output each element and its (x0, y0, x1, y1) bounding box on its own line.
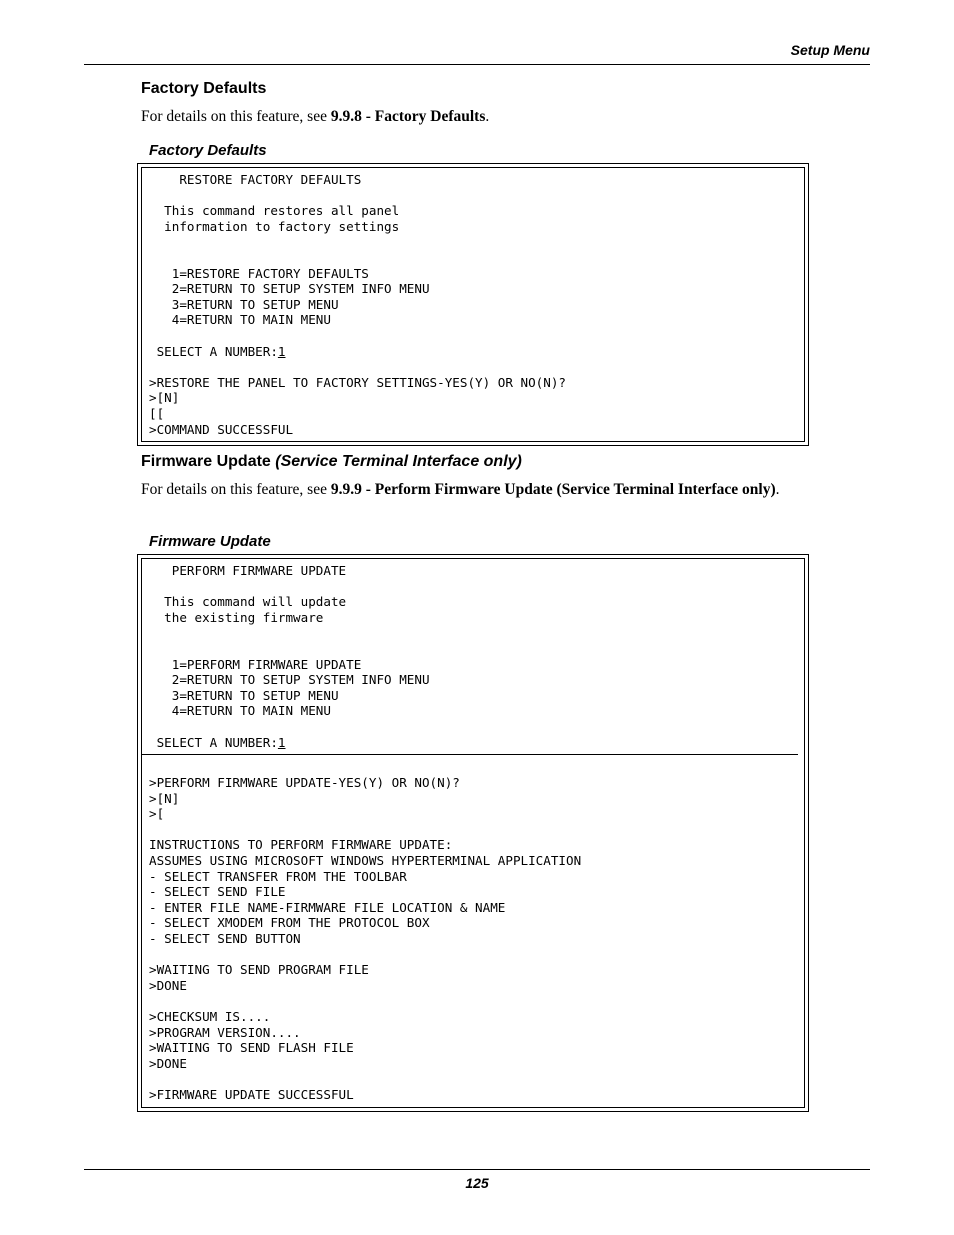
menu-options: 1=PERFORM FIRMWARE UPDATE 2=RETURN TO SETUP SYSTEM INFO MENU 3=RETURN TO SETUP MENU 4=RETURN TO MAIN MENU (171, 656, 430, 719)
screen-description: This command will update the existing firmware (164, 594, 347, 625)
select-prompt: SELECT A NUMBER: (149, 734, 278, 750)
cross-reference-link[interactable]: 9.9.8 - Factory Defaults (330, 108, 486, 125)
body-text-end: . (775, 481, 780, 498)
heading-qualifier: (Service Terminal Interface only) (275, 453, 522, 470)
section-body-firmware-update (141, 481, 866, 499)
heading-main: Firmware Update (141, 453, 276, 470)
terminal-text (149, 172, 566, 437)
terminal-frame (141, 167, 805, 442)
body-text-end: . (485, 108, 490, 125)
screen-description: This command restores all panel information to factory settings (164, 203, 400, 234)
screen-divider (142, 754, 798, 755)
body-text: For details on this feature, see (141, 481, 331, 498)
section-heading-firmware-update (141, 453, 522, 471)
terminal-screen-firmware-update (137, 554, 809, 1112)
terminal-frame (141, 558, 805, 1108)
terminal-output: >PERFORM FIRMWARE UPDATE-YES(Y) OR NO(N)? >[N] >[ INSTRUCTIONS TO PERFORM FIRMWARE UPDATE: ASSUMES USING MICROSOFT WINDOWS HYPERTERMINAL APPLICATION - SELECT TRANSFER FROM THE TOOLBAR - SELECT SEND FILE - ENTER FILE NAME-FIRMWARE FILE LOCATION & NAME - SELECT XMODEM FROM THE PROTOCOL BOX - SELECT SEND BUTTON >WAITING TO SEND PROGRAM FILE >DONE >CHECKSUM IS.... >PROGRAM VERSION.... >WAITING TO SEND FLASH FILE >DONE >FIRMWARE UPDATE SUCCESSFUL (149, 775, 582, 1102)
footer-rule (84, 1169, 870, 1170)
figure-caption-factory-defaults: Factory Defaults (149, 142, 267, 159)
cross-reference-link[interactable]: 9.9.9 - Perform Firmware Update (Service Terminal Interface only) (330, 481, 776, 498)
terminal-output: >RESTORE THE PANEL TO FACTORY SETTINGS-YES(Y) OR NO(N)? >[N] [[ >COMMAND SUCCESSFUL (149, 374, 567, 437)
page-number: 125 (465, 1175, 489, 1191)
running-header: Setup Menu (790, 42, 870, 58)
figure-caption-firmware-update: Firmware Update (149, 533, 271, 550)
screen-title: RESTORE FACTORY DEFAULTS (149, 172, 362, 187)
number-input[interactable]: 1 (277, 343, 286, 359)
section-heading-factory-defaults: Factory Defaults (141, 80, 267, 97)
number-input[interactable]: 1 (277, 734, 286, 750)
screen-title: PERFORM FIRMWARE UPDATE (149, 563, 347, 578)
header-rule (84, 64, 870, 65)
terminal-screen-factory-defaults (137, 163, 809, 446)
menu-options: 1=RESTORE FACTORY DEFAULTS 2=RETURN TO SETUP SYSTEM INFO MENU 3=RETURN TO SETUP MENU 4=RETURN TO MAIN MENU (171, 265, 430, 328)
select-prompt: SELECT A NUMBER: (149, 343, 278, 359)
terminal-output-block (149, 775, 581, 1102)
terminal-text (149, 563, 430, 750)
section-body-factory-defaults (141, 108, 866, 126)
body-text: For details on this feature, see (141, 108, 331, 125)
